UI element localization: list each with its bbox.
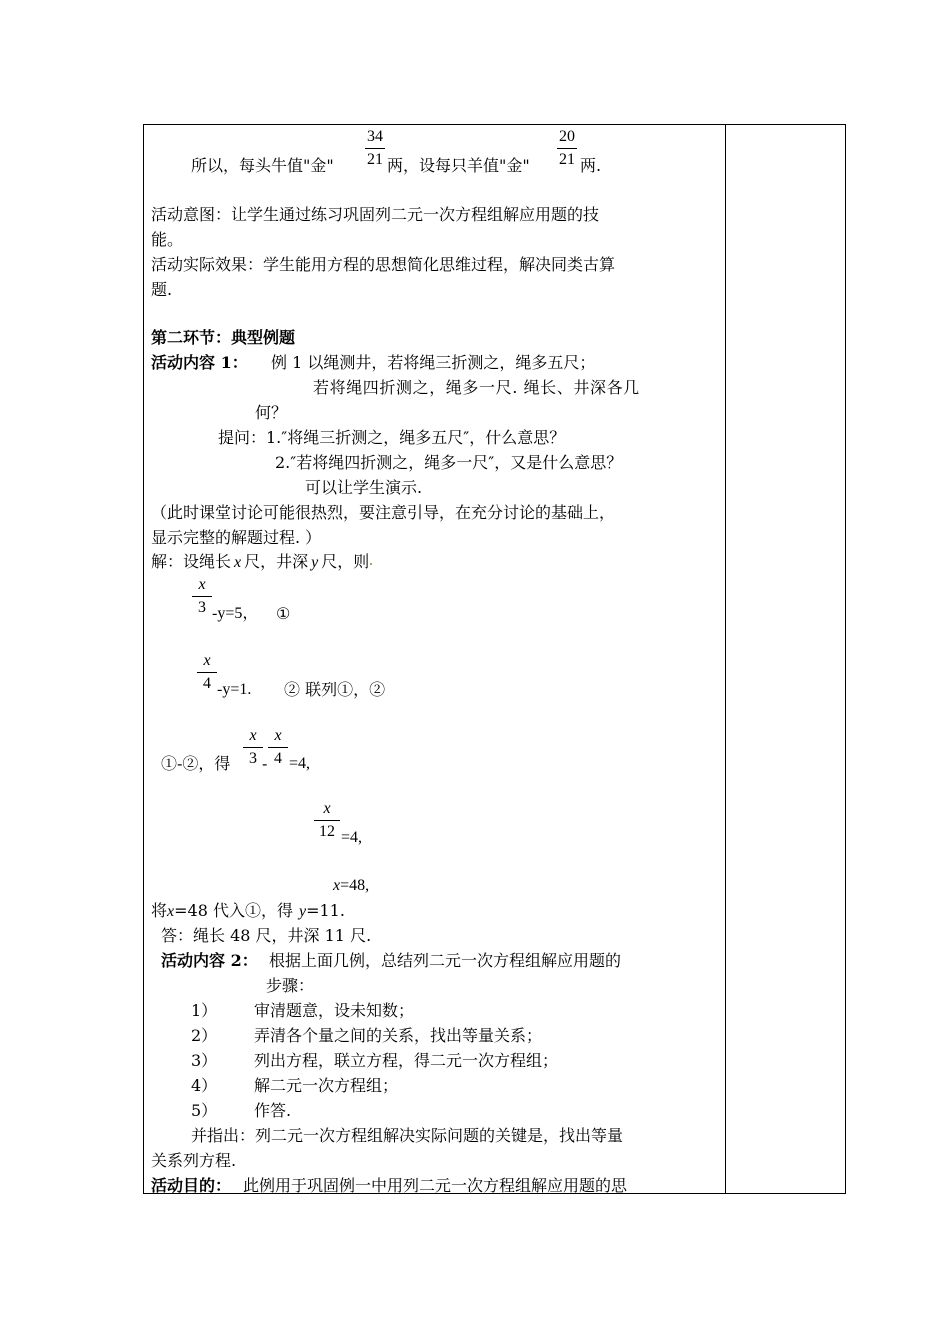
fraction-x-over-4-b xyxy=(268,727,288,768)
key-point-cont: 关系列方程. xyxy=(151,1151,237,1170)
activity-intent-cont: 能。 xyxy=(151,230,184,249)
step-text: 作答. xyxy=(254,1101,292,1120)
equation3-operator: - xyxy=(262,754,268,773)
equation2-mark: ② 联列①，② xyxy=(284,680,386,699)
substitution-a: 将 xyxy=(151,901,168,920)
fraction-34-21 xyxy=(365,128,385,169)
table-column-divider xyxy=(725,124,726,1194)
discussion-note: （此时课堂讨论可能很热烈，要注意引导，在充分讨论的基础上， xyxy=(151,503,616,522)
equation5 xyxy=(333,877,369,895)
fraction-denominator: 3 xyxy=(249,750,257,767)
step-number: 4） xyxy=(191,1076,218,1095)
fraction-bar xyxy=(268,747,288,748)
fraction-20-21 xyxy=(557,128,577,169)
variable-y: y xyxy=(298,903,307,920)
purpose-label: 活动目的： xyxy=(151,1176,232,1195)
purpose-text: 此例用于巩固例一中用列二元一次方程组解应用题的思 xyxy=(243,1176,628,1195)
equation5-rest: =48, xyxy=(340,877,370,894)
example1-line3: 何？ xyxy=(255,403,288,422)
fraction-denominator: 4 xyxy=(203,675,211,692)
equation4-rest: =4, xyxy=(341,829,363,846)
substitution-line xyxy=(151,902,345,921)
discussion-note-cont: 显示完整的解题过程. ） xyxy=(151,528,322,547)
fraction-numerator: x xyxy=(274,727,282,744)
activity-effect: 活动实际效果：学生能用方程的思想简化思维过程，解决同类古算 xyxy=(151,255,616,274)
activity2-label: 活动内容 2： xyxy=(161,951,258,970)
variable-x: x xyxy=(234,554,242,571)
example1-line2: 若将绳四折测之，绳多一尺. 绳长、井深各几 xyxy=(313,378,640,397)
fraction-x-over-3 xyxy=(192,576,212,617)
equation3-pre: ①-②，得 xyxy=(161,754,231,773)
substitution-c: =48 代入①，得 xyxy=(174,901,293,920)
example1-line1: 例 1 以绳测井，若将绳三折测之，绳多五尺； xyxy=(271,353,596,372)
fraction-x-over-3-b xyxy=(243,727,263,768)
variable-x: x xyxy=(167,903,175,920)
fraction-x-over-4 xyxy=(197,652,217,693)
conclusion-text-a: 所以，每头牛值"金" xyxy=(191,156,334,175)
activity-intent: 活动意图：让学生通过练习巩固列二元一次方程组解应用题的技 xyxy=(151,205,600,224)
fraction-numerator: 34 xyxy=(367,128,383,145)
variable-x: x xyxy=(333,877,341,894)
fraction-bar xyxy=(197,672,217,673)
conclusion-text-c: 两. xyxy=(580,156,602,175)
step-number: 1） xyxy=(191,1001,218,1020)
small-dot-mark xyxy=(370,563,372,565)
fraction-denominator: 21 xyxy=(559,151,575,168)
fraction-numerator: x xyxy=(323,800,331,817)
question-2: 2.″若将绳四折测之，绳多一尺″，又是什么意思？ xyxy=(275,453,623,472)
fraction-denominator: 3 xyxy=(198,599,206,616)
solution-intro-b: 尺，井深 xyxy=(244,552,309,571)
activity2-text: 根据上面几例，总结列二元一次方程组解应用题的 xyxy=(269,951,622,970)
activity2-text-cont: 步骤： xyxy=(266,976,315,995)
step-text: 列出方程，联立方程，得二元一次方程组； xyxy=(254,1051,559,1070)
step-text: 审清题意，设未知数； xyxy=(254,1001,415,1020)
fraction-bar xyxy=(314,820,340,821)
variable-y: y xyxy=(311,554,319,571)
step-text: 解二元一次方程组； xyxy=(254,1076,399,1095)
equation1-rest: -y=5， xyxy=(212,605,259,622)
fraction-x-over-12 xyxy=(314,800,340,841)
step-text: 弄清各个量之间的关系，找出等量关系； xyxy=(254,1026,543,1045)
fraction-denominator: 12 xyxy=(319,823,335,840)
key-point: 并指出：列二元一次方程组解决实际问题的关键是，找出等量 xyxy=(191,1126,624,1145)
solution-intro-c: 尺，则 xyxy=(321,552,370,571)
fraction-numerator: x xyxy=(198,576,206,593)
section-title: 第二环节：典型例题 xyxy=(151,328,296,347)
question-1: 提问：1.″将绳三折测之，绳多五尺″，什么意思？ xyxy=(218,428,566,447)
equation2-rest: -y=1. xyxy=(217,681,252,698)
demo-note: 可以让学生演示. xyxy=(305,478,423,497)
step-number: 5） xyxy=(191,1101,218,1120)
solution-intro-a: 解：设绳长 xyxy=(151,552,232,571)
conclusion-text-b: 两，设每只羊值"金" xyxy=(387,156,530,175)
equation3-rest: =4, xyxy=(289,755,311,772)
fraction-bar xyxy=(243,747,263,748)
fraction-bar xyxy=(557,148,577,149)
equation1-mark: ① xyxy=(276,604,291,623)
activity1-label: 活动内容 1： xyxy=(151,353,248,372)
fraction-numerator: x xyxy=(203,652,211,669)
substitution-e: =11. xyxy=(306,901,345,920)
fraction-bar xyxy=(365,148,385,149)
fraction-bar xyxy=(192,596,212,597)
step-number: 3） xyxy=(191,1051,218,1070)
activity-effect-cont: 题. xyxy=(151,280,173,299)
answer-line: 答：绳长 48 尺，井深 11 尺. xyxy=(161,926,372,945)
step-number: 2） xyxy=(191,1026,218,1045)
fraction-numerator: 20 xyxy=(559,128,575,145)
solution-intro xyxy=(151,553,372,572)
fraction-numerator: x xyxy=(249,727,257,744)
fraction-denominator: 4 xyxy=(274,750,282,767)
fraction-denominator: 21 xyxy=(367,151,383,168)
